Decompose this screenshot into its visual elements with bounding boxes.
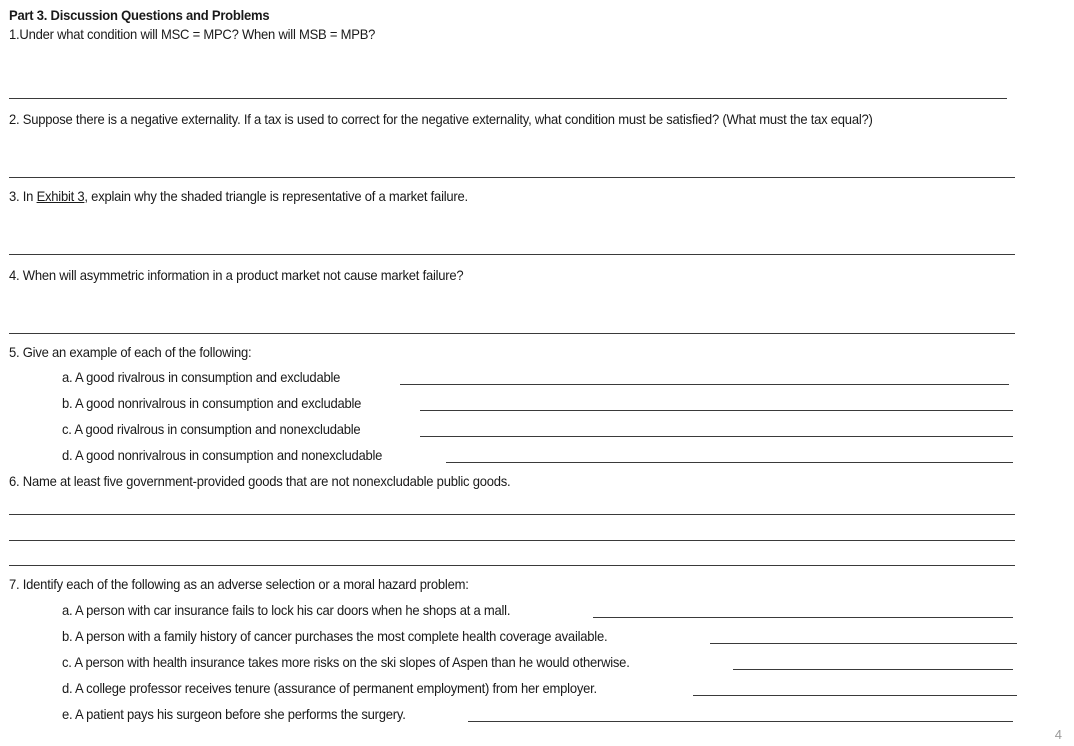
question-7d: d. A college professor receives tenure (assurance of permanent employment) from her employer. bbox=[62, 680, 597, 696]
answer-blank-7d[interactable] bbox=[693, 695, 1017, 696]
question-7a: a. A person with car insurance fails to lock his car doors when he shops at a mall. bbox=[62, 602, 511, 618]
question-7c: c. A person with health insurance takes more risks on the ski slopes of Aspen than he would otherwise. bbox=[62, 654, 630, 670]
answer-blank-7b[interactable] bbox=[710, 643, 1017, 644]
answer-blank-7e[interactable] bbox=[468, 721, 1013, 722]
answer-line-2[interactable] bbox=[9, 177, 1015, 178]
answer-line-6b[interactable] bbox=[9, 540, 1015, 541]
answer-line-3[interactable] bbox=[9, 254, 1015, 255]
answer-blank-5a[interactable] bbox=[400, 384, 1009, 385]
question-7b: b. A person with a family history of cancer purchases the most complete health coverage available. bbox=[62, 628, 608, 644]
answer-line-4[interactable] bbox=[9, 333, 1015, 334]
question-5b: b. A good nonrivalrous in consumption and excludable bbox=[62, 395, 362, 411]
answer-line-6a[interactable] bbox=[9, 514, 1015, 515]
question-3-suffix: , explain why the shaded triangle is representative of a market failure. bbox=[84, 188, 468, 204]
question-3-prefix: 3. In bbox=[9, 188, 37, 204]
question-5c: c. A good rivalrous in consumption and nonexcludable bbox=[62, 421, 361, 437]
answer-blank-5d[interactable] bbox=[446, 462, 1013, 463]
answer-blank-5c[interactable] bbox=[420, 436, 1013, 437]
question-5d: d. A good nonrivalrous in consumption and nonexcludable bbox=[62, 447, 383, 463]
answer-blank-7a[interactable] bbox=[593, 617, 1013, 618]
answer-line-6c[interactable] bbox=[9, 565, 1015, 566]
exhibit-3-link[interactable]: Exhibit 3 bbox=[36, 188, 85, 204]
question-5a: a. A good rivalrous in consumption and excludable bbox=[62, 369, 341, 385]
question-1: 1.Under what condition will MSC = MPC? When will MSB = MPB? bbox=[9, 26, 376, 42]
question-7e: e. A patient pays his surgeon before she performs the surgery. bbox=[62, 706, 406, 722]
answer-line-1[interactable] bbox=[9, 98, 1007, 99]
answer-blank-5b[interactable] bbox=[420, 410, 1013, 411]
question-6: 6. Name at least five government-provided goods that are not nonexcludable public goods. bbox=[9, 473, 511, 489]
section-title: Part 3. Discussion Questions and Problems bbox=[9, 7, 270, 23]
question-4: 4. When will asymmetric information in a product market not cause market failure? bbox=[9, 267, 464, 283]
question-3 bbox=[9, 187, 468, 205]
question-7: 7. Identify each of the following as an adverse selection or a moral hazard problem: bbox=[9, 576, 469, 592]
question-5: 5. Give an example of each of the following: bbox=[9, 344, 252, 360]
page-number: 4 bbox=[1054, 727, 1062, 742]
question-2: 2. Suppose there is a negative externality. If a tax is used to correct for the negative externality, what condition must be satisfied? (What must the tax equal?) bbox=[9, 111, 873, 127]
answer-blank-7c[interactable] bbox=[733, 669, 1013, 670]
